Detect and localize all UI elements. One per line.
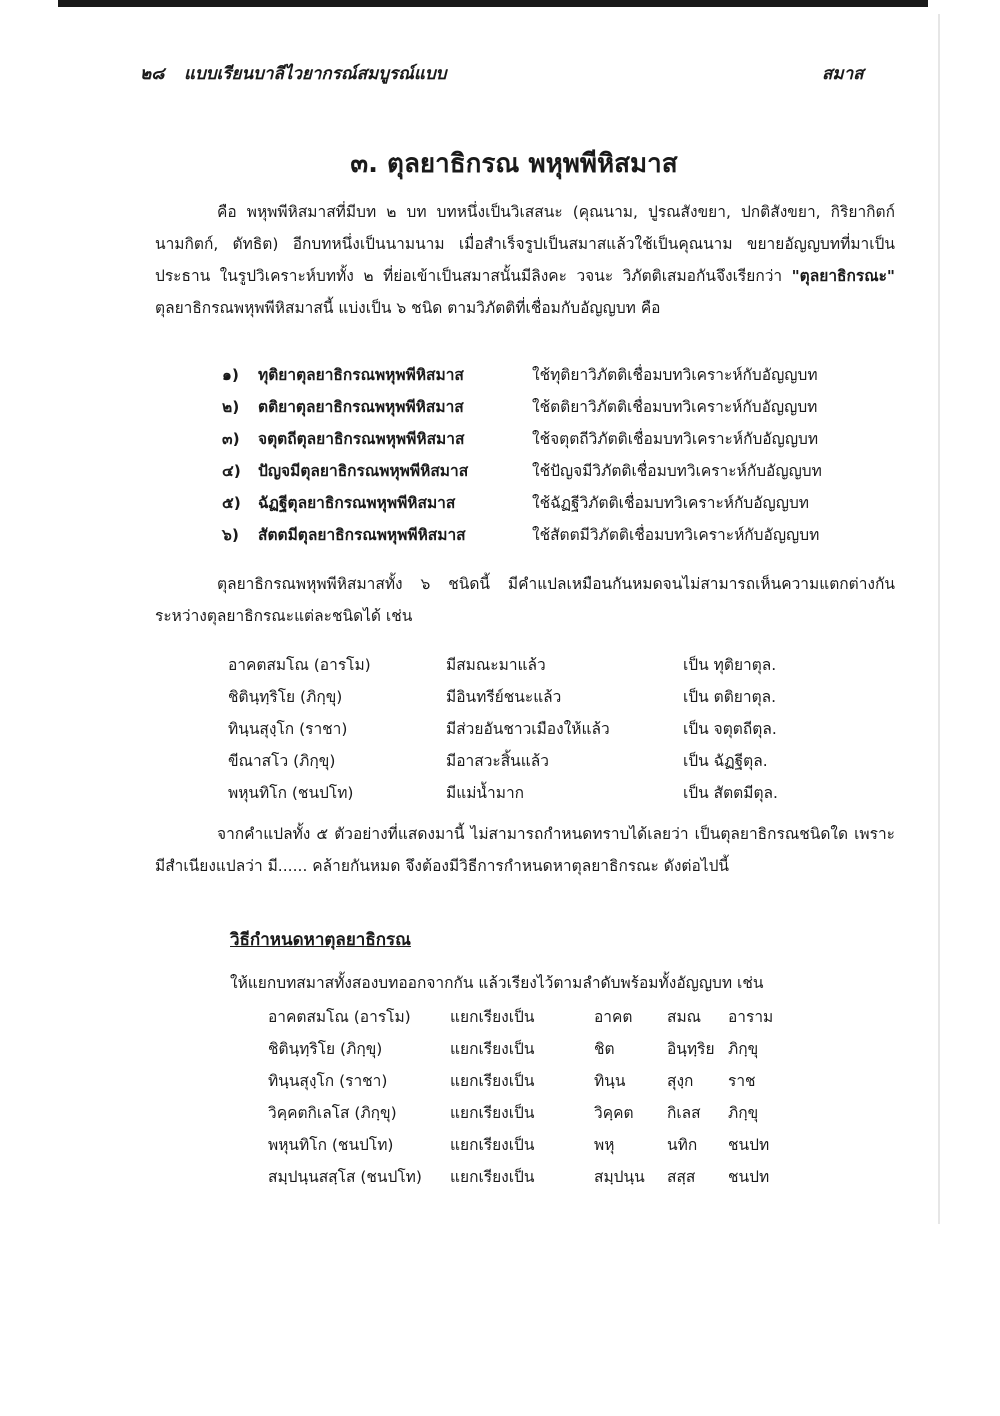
table-row [0, 650, 1000, 680]
type-number: ๓) [222, 430, 240, 448]
intro-line-1: คือ พหุพพีหิสมาสที่มีบท ๒ บท บทหนึ่งเป็นวิเสสนะ (คุณนาม, ปูรณสังขยา, ปกติสังขยา, กิริยากิตก์ [217, 203, 895, 221]
part-3: อาราม [728, 1008, 774, 1026]
example-meaning: มีแม่น้ำมาก [446, 784, 525, 802]
list-item [0, 392, 1000, 422]
split-label: แยกเรียงเป็น [450, 1008, 535, 1026]
paragraph-2 [155, 568, 895, 632]
part-2: สมณ [667, 1008, 702, 1026]
type-number: ๒) [222, 398, 240, 416]
part-3: ภิกฺขุ [728, 1104, 759, 1122]
part-1: ทินฺน [594, 1072, 626, 1090]
example-word: ทินฺนสุงฺโก (ราชา) [228, 720, 348, 738]
chapter-title: ๓. ตุลยาธิกรณ พหุพพีหิสมาส [350, 149, 678, 179]
type-name: ทุติยาตุลยาธิกรณพหุพพีหิสมาส [258, 366, 464, 384]
type-description: ใช้จตุตถีวิภัตติเชื่อมบทวิเคราะห์กับอัญญบท [532, 430, 819, 448]
part-1: ชิต [594, 1040, 615, 1058]
type-name: ตติยาตุลยาธิกรณพหุพพีหิสมาส [258, 398, 464, 416]
example-type: เป็น สัตตมีตุล. [683, 784, 778, 802]
example-word: ขีณาสโว (ภิกฺขุ) [228, 752, 336, 770]
part-2: อินฺทฺริย [667, 1040, 715, 1058]
example-word: พหุนทิโก (ชนปโท) [228, 784, 354, 802]
split-label: แยกเรียงเป็น [450, 1168, 535, 1186]
part-2: สุงฺก [667, 1072, 694, 1090]
part-2: สสฺส [667, 1168, 696, 1186]
compound-word: อาคตสมโณ (อารโม) [268, 1008, 411, 1026]
type-description: ใช้สัตตมีวิภัตติเชื่อมบทวิเคราะห์กับอัญญบท [532, 526, 820, 544]
type-description: ใช้ตติยาวิภัตติเชื่อมบทวิเคราะห์กับอัญญบท [532, 398, 818, 416]
type-number: ๑) [222, 366, 239, 384]
part-3: ชนปท [728, 1168, 770, 1186]
intro-line-2: นามกิตก์, ตัทธิต) อีกบทหนึ่งเป็นนามนาม เมื่อสำเร็จรูปเป็นสมาสแล้วใช้เป็นคุณนาม ขยายอัญญบทที่มาเป็น [155, 235, 895, 253]
type-name: ปัญจมีตุลยาธิกรณพหุพพีหิสมาส [258, 462, 469, 480]
table-row [0, 746, 1000, 776]
intro-line-4: ตุลยาธิกรณพหุพพีหิสมาสนี้ แบ่งเป็น ๖ ชนิด ตามวิภัตติที่เชื่อมกับอัญญบท คือ [155, 299, 661, 317]
list-item [0, 488, 1000, 518]
method-heading: วิธีกำหนดหาตุลยาธิกรณ [230, 930, 411, 950]
section-name: สมาส [822, 64, 864, 84]
type-number: ๔) [222, 462, 241, 480]
example-meaning: มีอินทรีย์ชนะแล้ว [446, 688, 562, 706]
table-row [0, 1034, 1000, 1064]
part-2: นทิก [667, 1136, 698, 1154]
type-number: ๖) [222, 526, 239, 544]
list-item [0, 424, 1000, 454]
part-1: อาคต [594, 1008, 633, 1026]
type-name: ฉัฏฐีตุลยาธิกรณพหุพพีหิสมาส [258, 494, 456, 512]
type-description: ใช้ฉัฏฐีวิภัตติเชื่อมบทวิเคราะห์กับอัญญบท [532, 494, 810, 512]
split-label: แยกเรียงเป็น [450, 1072, 535, 1090]
paragraph-2-line-1: ตุลยาธิกรณพหุพพีหิสมาสทั้ง ๖ ชนิดนี้ มีคำแปลเหมือนกันหมดจนไม่สามารถเห็นความแตกต่างกัน [217, 575, 895, 593]
table-row [0, 1066, 1000, 1096]
list-item [0, 456, 1000, 486]
example-word: อาคตสมโณ (อารโม) [228, 656, 371, 674]
part-1: สมฺปนฺน [594, 1168, 645, 1186]
example-type: เป็น ทุติยาตุล. [683, 656, 777, 674]
example-type: เป็น จตุตถีตุล. [683, 720, 777, 738]
part-2: กิเลส [667, 1104, 701, 1122]
compound-word: ทินฺนสุงฺโก (ราชา) [268, 1072, 388, 1090]
split-label: แยกเรียงเป็น [450, 1136, 535, 1154]
table-row [0, 714, 1000, 744]
type-number: ๕) [222, 494, 241, 512]
example-meaning: มีอาสวะสิ้นแล้ว [446, 752, 549, 770]
type-name: สัตตมีตุลยาธิกรณพหุพพีหิสมาส [258, 526, 466, 544]
intro-line-3-text: ประธาน ในรูปวิเคราะห์บททั้ง ๒ ที่ย่อเข้าเป็นสมาสนั้นมีลิงคะ วจนะ วิภัตติเสมอกันจึงเรียกว่า [155, 267, 792, 285]
intro-paragraph [155, 196, 895, 324]
page-number: ๒๘ [140, 64, 165, 84]
table-row [0, 778, 1000, 808]
method-intro: ให้แยกบทสมาสทั้งสองบทออกจากกัน แล้วเรียงไว้ตามลำดับพร้อมทั้งอัญญบท เช่น [230, 974, 764, 992]
type-description: ใช้ทุติยาวิภัตติเชื่อมบทวิเคราะห์กับอัญญบท [532, 366, 818, 384]
running-header [140, 60, 446, 87]
paragraph-3 [155, 818, 895, 882]
part-1: พหุ [594, 1136, 615, 1154]
table-row [0, 682, 1000, 712]
table-row [0, 1098, 1000, 1128]
example-type: เป็น ฉัฏฐีตุล. [683, 752, 768, 770]
paragraph-2-line-2: ระหว่างตุลยาธิกรณะแต่ละชนิดได้ เช่น [155, 607, 413, 625]
book-title: แบบเรียนบาลีไวยากรณ์สมบูรณ์แบบ [184, 64, 447, 84]
paragraph-3-line-2: มีสำเนียงแปลว่า มี...... คล้ายกันหมด จึงต้องมีวิธีการกำหนดหาตุลยาธิกรณะ ดังต่อไปนี้ [155, 857, 730, 875]
example-word: ชิตินฺทฺริโย (ภิกฺขุ) [228, 688, 343, 706]
scan-top-bar [58, 0, 928, 7]
paragraph-3-line-1: จากคำแปลทั้ง ๕ ตัวอย่างที่แสดงมานี้ ไม่สามารถกำหนดทราบได้เลยว่า เป็นตุลยาธิกรณชนิดใด เพราะ [217, 825, 895, 843]
table-row [0, 1002, 1000, 1032]
part-3: ชนปท [728, 1136, 770, 1154]
table-row [0, 1130, 1000, 1160]
compound-word: พหุนทิโก (ชนปโท) [268, 1136, 394, 1154]
list-item [0, 360, 1000, 390]
term-tulyadhikarana: "ตุลยาธิกรณะ" [791, 267, 895, 285]
example-meaning: มีส่วยอันชาวเมืองให้แล้ว [446, 720, 610, 738]
compound-word: วิคฺคตกิเลโส (ภิกฺขุ) [268, 1104, 397, 1122]
example-type: เป็น ตติยาตุล. [683, 688, 777, 706]
type-description: ใช้ปัญจมีวิภัตติเชื่อมบทวิเคราะห์กับอัญญบท [532, 462, 822, 480]
compound-word: ชิตินฺทฺริโย (ภิกฺขุ) [268, 1040, 383, 1058]
table-row [0, 1162, 1000, 1192]
type-name: จตุตถีตุลยาธิกรณพหุพพีหิสมาส [258, 430, 465, 448]
split-label: แยกเรียงเป็น [450, 1104, 535, 1122]
intro-line-3 [155, 260, 895, 292]
part-3: ภิกฺขุ [728, 1040, 759, 1058]
part-3: ราช [728, 1072, 756, 1090]
list-item [0, 520, 1000, 550]
part-1: วิคฺคต [594, 1104, 634, 1122]
example-meaning: มีสมณะมาแล้ว [446, 656, 546, 674]
compound-word: สมฺปนฺนสสฺโส (ชนปโท) [268, 1168, 422, 1186]
split-label: แยกเรียงเป็น [450, 1040, 535, 1058]
